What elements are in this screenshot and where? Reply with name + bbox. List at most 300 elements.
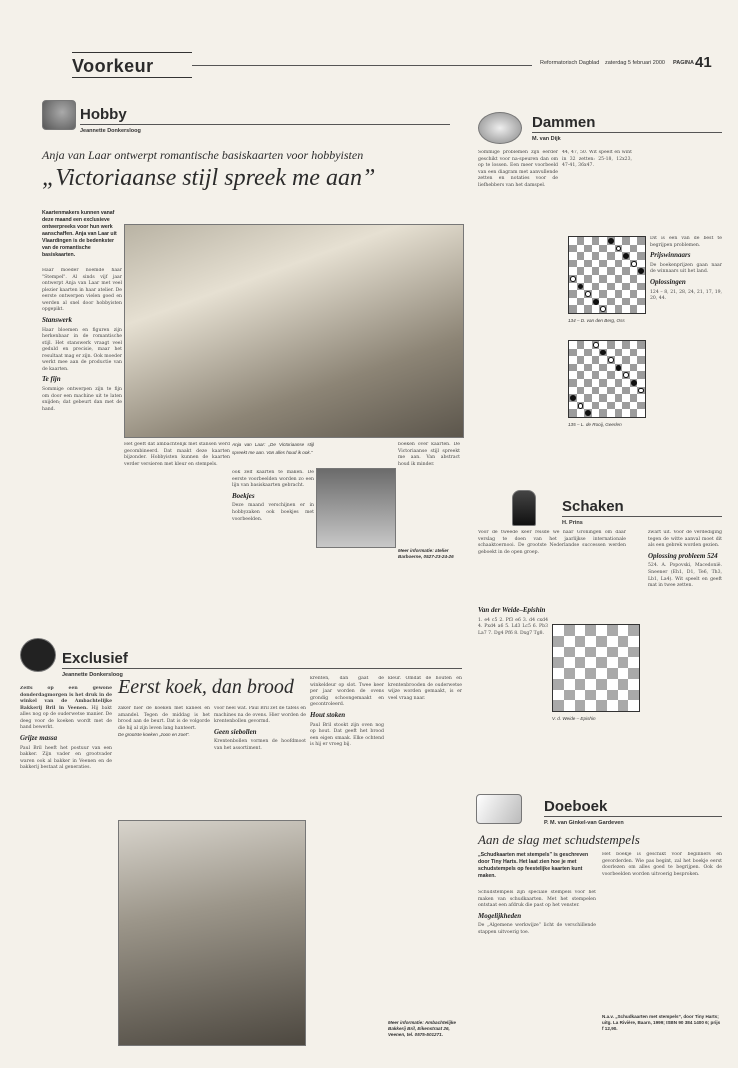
doeboek-headline: Aan de slag met schudstempels — [478, 832, 640, 847]
board-square — [577, 298, 585, 306]
chess-square — [575, 679, 586, 690]
chess-square — [618, 625, 629, 636]
board-square — [630, 379, 638, 387]
board-square — [607, 298, 615, 306]
schaken-rule — [562, 516, 722, 517]
chess-square — [596, 647, 607, 658]
board-square — [622, 402, 630, 410]
board-square — [630, 245, 638, 253]
hobby-body-col1: Haar moeder noemde haar "Stempel". Al sinds vijf jaar ontwerpt Anja van Laar met veel plezier kaarten in haar atelier. De eerste ontwerpen vielen goed en werden al snel door hobbyisten opgepikt. Stanswerk Haar bloemen en figuren zijn herkenbaar in de romantische stijl. Het stanswerk vraagt veel geduld en precisie, maar het resultaat mag er zijn. Ook moeder werkt mee aan de productie van de kaarten. Te fijn Sommige ontwerpen zijn te fijn om door een machine uit te laten snijden; dat gebeurt dan met de hand. — [42, 268, 122, 412]
doeboek-info: N.a.v. „Schudkaarten met stempels”, door Tiny Harts; uitg. La Rivière, Baarn, 1999; ISBN 90 384 1400 6; prijs f 12,90. — [602, 1014, 721, 1032]
board-square — [569, 275, 577, 283]
board-square — [615, 349, 623, 357]
board-square — [592, 252, 600, 260]
board-square — [615, 305, 623, 313]
draughts-piece — [638, 388, 644, 394]
board-square — [637, 267, 645, 275]
board-square — [607, 349, 615, 357]
chess-square — [553, 679, 564, 690]
board-square — [599, 341, 607, 349]
chess-square — [564, 690, 575, 701]
board-square — [584, 275, 592, 283]
board-square — [637, 387, 645, 395]
board-square — [630, 349, 638, 357]
board-square — [599, 356, 607, 364]
schaken-body-col2: zwart uit. Voor de verdediging tegen de witte aanval moet dit als een gebrek worden gezien. Oplossing probleem 524 524. A. Popovski, Macedonië. Sneener (Eh1, D1, Te6, Th3, Lb1, La4). Wit speelt en geeft mat in twee zetten. — [648, 530, 722, 589]
board-square — [569, 283, 577, 291]
board-square — [584, 267, 592, 275]
board-square — [577, 283, 585, 291]
board-square — [630, 387, 638, 395]
board-square — [577, 379, 585, 387]
board-square — [569, 364, 577, 372]
chess-square — [575, 700, 586, 711]
board-square — [584, 371, 592, 379]
board-square — [577, 267, 585, 275]
board-square — [584, 387, 592, 395]
dammen-sub-oplossingen: Oplossingen — [650, 278, 686, 286]
board-square — [615, 267, 623, 275]
dammen-body-col1: Sommige problemen zijn eerder geschikt voor na-speuren dan om op te lossen. Een meer voorbeeld van een diagram met aanvullende zetten en notaties voor de liefhebbers van het damspel. — [478, 150, 558, 188]
draughts-piece — [631, 380, 637, 386]
chess-square — [575, 668, 586, 679]
chess-square — [596, 636, 607, 647]
chess-square — [628, 690, 639, 701]
board-square — [592, 356, 600, 364]
schaken-byline: H. Prins — [562, 520, 583, 526]
dammen-diagram-135: 135 – L. de Rooij, Geerlen — [568, 422, 622, 427]
hobby-section-title: Hobby — [80, 106, 127, 123]
board-square — [615, 283, 623, 291]
board-square — [577, 364, 585, 372]
board-square — [622, 394, 630, 402]
exclusief-caption: De grootste koeken „zoon en zoet”. — [118, 732, 190, 738]
hobby-photo-cards — [316, 468, 396, 548]
chess-square — [618, 679, 629, 690]
draughts-piece — [623, 253, 629, 259]
board-square — [569, 245, 577, 253]
board-square — [584, 237, 592, 245]
chess-square — [553, 625, 564, 636]
board-square — [569, 260, 577, 268]
board-square — [569, 252, 577, 260]
board-square — [599, 237, 607, 245]
draughts-piece — [600, 350, 606, 356]
board-square — [569, 267, 577, 275]
board-square — [599, 283, 607, 291]
stamp-icon — [476, 794, 522, 824]
chess-square — [618, 690, 629, 701]
chess-square — [596, 625, 607, 636]
board-square — [584, 290, 592, 298]
board-square — [577, 409, 585, 417]
chess-square — [585, 690, 596, 701]
board-square — [577, 349, 585, 357]
board-square — [615, 387, 623, 395]
board-square — [577, 305, 585, 313]
board-square — [615, 394, 623, 402]
board-square — [622, 260, 630, 268]
board-square — [592, 245, 600, 253]
hobby-headline: „Victoriaanse stijl spreek me aan” — [42, 165, 376, 191]
hobby-kicker: Anja van Laar ontwerpt romantische basiskaarten voor hobbyisten — [42, 148, 364, 162]
chess-square — [618, 700, 629, 711]
board-square — [592, 290, 600, 298]
board-square — [607, 364, 615, 372]
board-square — [599, 409, 607, 417]
exclusief-byline: Jeannette Donkersloog — [62, 672, 123, 678]
dammen-body-col2: 44, 47, 50. Wit speelt en wint in 32 zetten: 25-18, 12x23, 47-41, 36x47. — [562, 150, 632, 169]
chess-square — [596, 700, 607, 711]
chess-square — [585, 679, 596, 690]
board-square — [637, 290, 645, 298]
chess-square — [553, 668, 564, 679]
dammen-byline: M. van Dijk — [532, 136, 561, 142]
board-square — [615, 252, 623, 260]
hobby-photo-artist — [124, 224, 464, 438]
board-square — [622, 371, 630, 379]
draughts-piece — [570, 395, 576, 401]
board-square — [599, 245, 607, 253]
board-square — [569, 290, 577, 298]
board-square — [577, 394, 585, 402]
board-square — [630, 267, 638, 275]
board-square — [630, 290, 638, 298]
header-rule — [192, 65, 532, 66]
doeboek-body-col2: Het boekje is geschikt voor beginners en gevorderden. Wie pas begint, zal het boekje eerst doorlezen om alles goed te begrijpen. Ook de voorbeelden worden uitvoerig besproken. — [602, 852, 722, 877]
board-square — [630, 394, 638, 402]
exclusief-headline: Eerst koek, dan brood — [118, 676, 294, 698]
board-square — [622, 305, 630, 313]
board-square — [569, 356, 577, 364]
chess-square — [607, 690, 618, 701]
board-square — [599, 364, 607, 372]
chess-square — [628, 700, 639, 711]
board-square — [615, 275, 623, 283]
board-square — [637, 409, 645, 417]
chess-square — [618, 657, 629, 668]
chess-square — [596, 668, 607, 679]
board-square — [622, 245, 630, 253]
board-square — [615, 341, 623, 349]
board-square — [622, 290, 630, 298]
chess-square — [628, 668, 639, 679]
chess-square — [564, 679, 575, 690]
board-square — [577, 341, 585, 349]
board-square — [584, 260, 592, 268]
chess-square — [628, 657, 639, 668]
board-square — [615, 371, 623, 379]
board-square — [622, 356, 630, 364]
board-square — [622, 283, 630, 291]
board-square — [599, 260, 607, 268]
board-square — [622, 275, 630, 283]
board-square — [637, 252, 645, 260]
board-square — [599, 252, 607, 260]
chess-square — [628, 636, 639, 647]
board-square — [577, 402, 585, 410]
hobby-rule — [80, 124, 450, 125]
board-square — [622, 364, 630, 372]
board-square — [615, 409, 623, 417]
chess-square — [585, 657, 596, 668]
chess-square — [628, 679, 639, 690]
board-square — [599, 394, 607, 402]
doeboek-body-col1: Schudstempels zijn speciale stempels voor het maken van schudkaarten. Met het stempelen ontstaat een afdruk die past op het venster. Mogelijkheden De „Algemene werkwijze” licht de verschillende stappen uitvoerig toe. — [478, 890, 596, 935]
board-square — [569, 402, 577, 410]
board-square — [607, 371, 615, 379]
board-square — [615, 379, 623, 387]
board-square — [599, 387, 607, 395]
hobby-lead: Kaartenmakers kunnen vanaf deze maand een exclusieve ontwerpreeks voor hun werk aanschaffen. Anja van Laar uit Vlaardingen is de bedenkster van de romantische basiskaarten. — [42, 210, 117, 259]
board-square — [607, 341, 615, 349]
chess-square — [607, 636, 618, 647]
board-square — [569, 305, 577, 313]
board-square — [577, 275, 585, 283]
board-square — [592, 275, 600, 283]
board-square — [622, 252, 630, 260]
board-square — [630, 283, 638, 291]
board-square — [607, 305, 615, 313]
board-square — [584, 252, 592, 260]
chess-square — [585, 636, 596, 647]
board-square — [607, 267, 615, 275]
chess-diagram — [552, 624, 640, 712]
board-square — [599, 379, 607, 387]
dammen-rule — [532, 132, 722, 133]
exclusief-body-col2: zaker hier de koeken met kaneel en amandel. Tegen de middag is het brood aan de beurt. Dat is de volgorde die hij al zijn leven lang hanteert. De grootste koeken „zoon en zoet”. — [118, 706, 210, 738]
draughts-piece — [578, 284, 584, 290]
board-square — [599, 349, 607, 357]
board-square — [630, 356, 638, 364]
board-square — [630, 260, 638, 268]
board-square — [615, 364, 623, 372]
draughts-piece — [600, 306, 606, 312]
board-square — [615, 290, 623, 298]
board-square — [615, 245, 623, 253]
chess-square — [596, 690, 607, 701]
chess-square — [575, 625, 586, 636]
chess-square — [618, 636, 629, 647]
board-square — [637, 356, 645, 364]
draughts-piece — [578, 403, 584, 409]
board-square — [592, 364, 600, 372]
board-square — [569, 341, 577, 349]
draughts-board-135 — [568, 340, 646, 418]
board-square — [615, 260, 623, 268]
board-square — [577, 252, 585, 260]
chess-square — [564, 625, 575, 636]
board-square — [637, 379, 645, 387]
hobby-body-col2: Het geeft dat ambachtelijk met stansen werd gecombineerd. Dat maakt deze kaarten bijzonder. Hobbyisten kunnen de kaarten verder versieren met kleur en stempels. — [124, 442, 230, 467]
board-square — [622, 267, 630, 275]
board-square — [592, 379, 600, 387]
board-square — [630, 305, 638, 313]
board-square — [592, 349, 600, 357]
board-square — [637, 298, 645, 306]
chess-square — [575, 657, 586, 668]
board-square — [607, 394, 615, 402]
board-square — [630, 402, 638, 410]
board-square — [577, 387, 585, 395]
board-square — [569, 387, 577, 395]
board-square — [622, 409, 630, 417]
board-square — [615, 356, 623, 364]
chess-square — [596, 679, 607, 690]
board-square — [622, 298, 630, 306]
board-square — [569, 379, 577, 387]
board-square — [592, 394, 600, 402]
hobby-byline: Jeannette Donkersloog — [80, 128, 141, 134]
board-square — [577, 371, 585, 379]
header-title-frame — [72, 52, 192, 78]
chess-square — [607, 668, 618, 679]
board-square — [637, 394, 645, 402]
board-square — [637, 245, 645, 253]
chess-square — [585, 700, 596, 711]
board-square — [607, 260, 615, 268]
board-square — [584, 341, 592, 349]
chess-square — [596, 657, 607, 668]
draughts-piece-icon — [478, 112, 522, 144]
board-square — [569, 298, 577, 306]
board-square — [592, 371, 600, 379]
board-square — [637, 305, 645, 313]
board-square — [577, 245, 585, 253]
chess-square — [553, 636, 564, 647]
board-square — [637, 371, 645, 379]
chess-square — [585, 625, 596, 636]
board-square — [577, 237, 585, 245]
paper-name: Reformatorisch Dagblad — [540, 60, 600, 66]
exclusief-photo-baker — [118, 820, 306, 1046]
exclusief-body-col1: Zelfs op een gewone donderdagmorgen is het druk in de winkel van de Ambachtelijke Bakkerij Bril in Veenen. Hij bakt alles nog op de ouderwetse manier. De deeg voor de koeken wordt met de hand bewerkt. Grijze massa Paul Bril heeft het postuur van een bakker. Zijn vader en grootvader waren ook al bakker in Veenen en de bakkerij bestaat al generaties. — [20, 686, 112, 771]
dammen-diagram-134: 134 – D. van den Berg, Oss — [568, 318, 625, 323]
schaken-sub-oplossing: Oplossing probleem 524 — [648, 551, 718, 560]
board-square — [622, 341, 630, 349]
board-square — [622, 237, 630, 245]
exclusief-rule — [62, 668, 462, 669]
draughts-piece — [570, 276, 576, 282]
board-square — [584, 298, 592, 306]
doeboek-section-title: Doeboek — [544, 798, 608, 815]
board-square — [607, 409, 615, 417]
chess-square — [553, 657, 564, 668]
chess-square — [553, 647, 564, 658]
board-square — [615, 402, 623, 410]
board-square — [584, 245, 592, 253]
board-square — [607, 356, 615, 364]
board-square — [592, 298, 600, 306]
doeboek-lead: „Schudkaarten met stempels” is geschreven door Tiny Harts. Het laat zien hoe je met schudstempels op feestelijke kaarten kunt maken. — [478, 852, 589, 880]
draughts-piece — [623, 372, 629, 378]
draughts-piece — [593, 342, 599, 348]
draughts-piece — [608, 357, 614, 363]
board-square — [630, 341, 638, 349]
board-square — [592, 409, 600, 417]
schaken-section-title: Schaken — [562, 498, 624, 515]
doeboek-rule — [544, 816, 722, 817]
chess-square — [575, 647, 586, 658]
chess-square — [575, 636, 586, 647]
schaken-body-col1: Voor de tweede keer reisde we naar Groningen om daar verslag te doen van het jaarlijkse internationale schaaktoernooi. De grootste Nederlandse successen werden geboekt in de open groep. — [478, 530, 626, 555]
board-square — [577, 290, 585, 298]
draughts-piece — [638, 268, 644, 274]
board-square — [592, 305, 600, 313]
board-square — [584, 402, 592, 410]
board-square — [615, 298, 623, 306]
doeboek-sub-mogelijkheden: Mogelijkheden — [478, 911, 522, 920]
board-square — [630, 252, 638, 260]
board-square — [615, 237, 623, 245]
chess-square — [564, 657, 575, 668]
draughts-board-134 — [568, 236, 646, 314]
board-square — [630, 371, 638, 379]
board-square — [584, 305, 592, 313]
chess-square — [607, 700, 618, 711]
chess-square — [564, 647, 575, 658]
draughts-piece — [585, 410, 591, 416]
hobby-sub-stanswerk: Stanswerk — [42, 315, 72, 324]
board-square — [577, 260, 585, 268]
board-square — [607, 387, 615, 395]
board-square — [622, 387, 630, 395]
chess-square — [607, 679, 618, 690]
board-square — [569, 394, 577, 402]
board-square — [584, 409, 592, 417]
board-square — [607, 237, 615, 245]
schaken-body-col1b: Van der Weide–Epishin 1. e4 c5 2. Pf3 e6 3. d4 cxd4 4. Pxd4 a6 5. Ld3 Lc5 6. Pb3 La7 7. Dg4 Pf6 8. Dxg7 Tg8. — [478, 606, 548, 636]
board-square — [569, 237, 577, 245]
hobby-body-col3b: ook zelf kaarten te maken. De eerste voorbeelden worden zo een lijn van basiskaarten gebracht. Boekjes Deze maand verschijnen er in hobbyzaken ook boekjes met voorbeelden. — [232, 470, 314, 522]
board-square — [637, 260, 645, 268]
draughts-piece — [593, 299, 599, 305]
board-square — [607, 379, 615, 387]
chess-knight-icon — [512, 490, 536, 526]
board-square — [569, 409, 577, 417]
board-square — [577, 356, 585, 364]
board-square — [592, 237, 600, 245]
board-square — [607, 275, 615, 283]
exclusief-sub-hout: Hout stoken — [310, 710, 346, 719]
chess-square — [607, 657, 618, 668]
board-square — [637, 283, 645, 291]
hobby-photo-caption: Anja van Laar: „De Victoriaanse stijl spreekt me aan. Van alles houd ik ook.” — [232, 442, 314, 455]
board-square — [637, 349, 645, 357]
board-square — [592, 283, 600, 291]
chess-square — [628, 625, 639, 636]
chess-square — [585, 647, 596, 658]
board-square — [599, 267, 607, 275]
board-square — [599, 290, 607, 298]
chess-square — [564, 668, 575, 679]
exclusief-sub-siebollen: Geen siebollen — [214, 727, 257, 736]
board-square — [630, 409, 638, 417]
board-square — [630, 237, 638, 245]
board-square — [584, 394, 592, 402]
board-square — [569, 349, 577, 357]
draughts-piece — [585, 291, 591, 297]
hobby-body-col4: boeken over kaarten. De Victoriaanse stijl spreekt me aan. Van abstract houd ik minder. — [398, 442, 460, 467]
chess-square — [607, 625, 618, 636]
dammen-sub-prijswinnaars: Prijswinnaars — [650, 251, 691, 260]
chess-square — [553, 690, 564, 701]
board-square — [592, 267, 600, 275]
board-square — [607, 290, 615, 298]
board-square — [569, 371, 577, 379]
board-square — [592, 260, 600, 268]
board-square — [584, 364, 592, 372]
